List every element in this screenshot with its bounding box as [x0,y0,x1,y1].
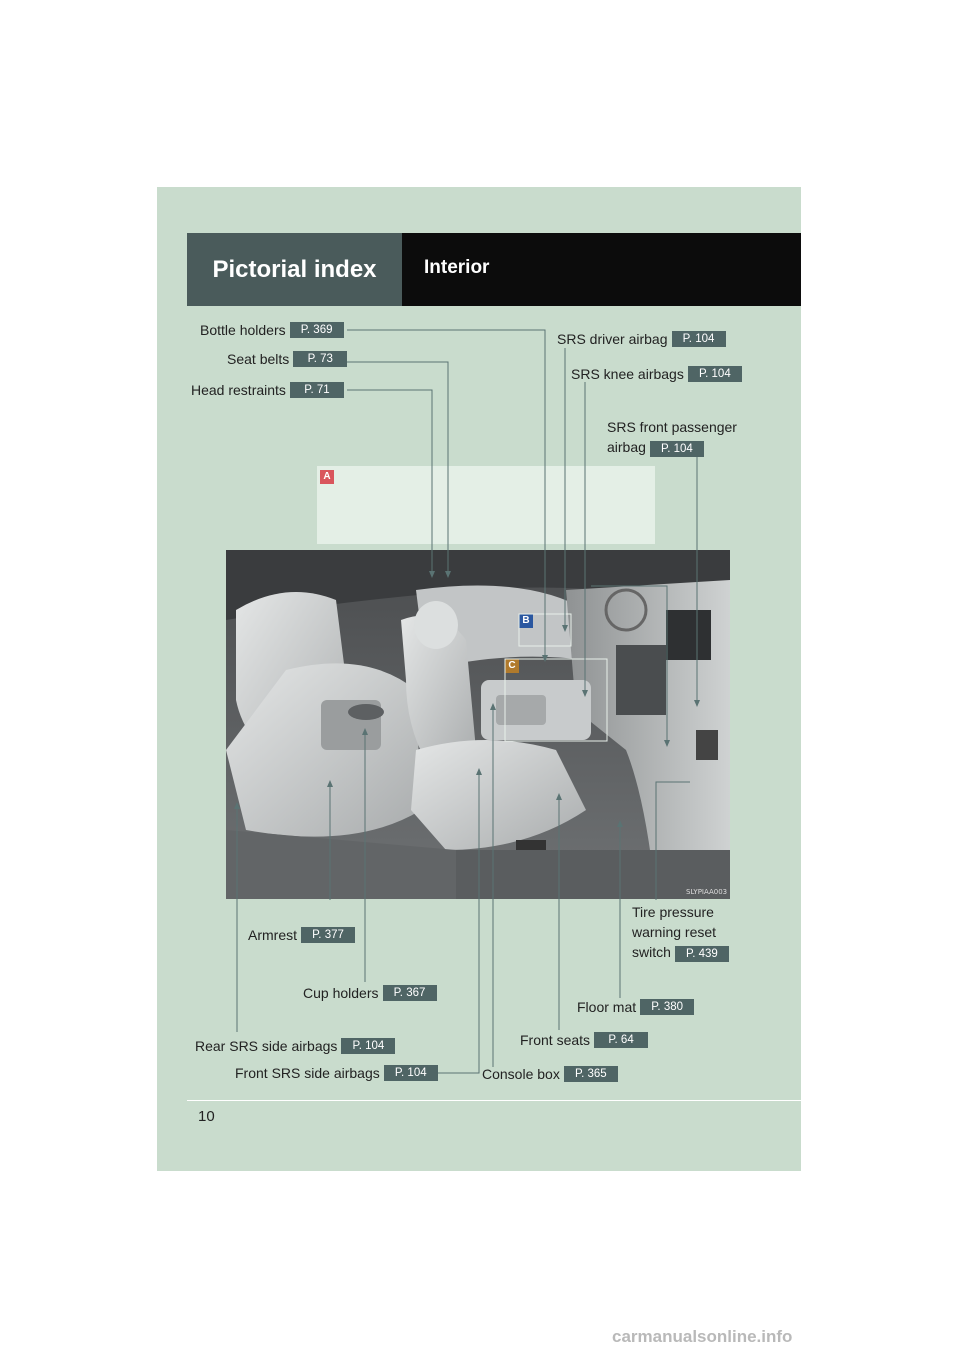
marker-a[interactable]: A [320,470,334,484]
callout-label-line [607,437,737,457]
callout-front-seats[interactable] [520,1032,648,1048]
callout-label: Head restraints [191,382,286,398]
callout-srs-front-passenger-airbag[interactable] [607,417,737,457]
page-ref-badge[interactable]: P. 367 [383,985,437,1001]
callout-label: airbag [607,439,646,455]
marker-c[interactable]: C [505,659,519,673]
callout-head-restraints[interactable] [191,382,344,398]
callout-label-line [632,942,729,962]
page-ref-badge[interactable]: P. 439 [675,946,729,962]
callout-label: SRS front passenger [607,419,737,435]
page-ref-badge[interactable]: P. 73 [293,351,347,367]
callout-label: Console box [482,1066,560,1082]
callout-label: Floor mat [577,999,637,1015]
callout-label: Rear SRS side airbags [195,1038,338,1054]
callout-label: Bottle holders [200,322,286,338]
callout-srs-driver-airbag[interactable] [557,331,726,347]
callout-label: Tire pressure [632,904,714,920]
interior-photo [226,550,730,899]
page-number: 10 [198,1108,215,1125]
callout-label: Front SRS side airbags [235,1065,380,1081]
page-ref-badge[interactable]: P. 380 [640,999,694,1015]
callout-label: warning reset [632,924,717,940]
callout-bottle-holders[interactable] [200,322,344,338]
callout-front-srs-side-airbags[interactable] [235,1065,438,1081]
page-ref-badge[interactable]: P. 365 [564,1066,618,1082]
watermark: carmanualsonline.info [612,1327,793,1346]
page-ref-badge[interactable]: P. 71 [290,382,344,398]
callout-label: Seat belts [227,351,290,367]
page-ref-badge[interactable]: P. 377 [301,927,355,943]
page-ref-badge[interactable]: P. 104 [341,1038,395,1054]
page-ref-badge[interactable]: P. 104 [672,331,726,347]
callout-tire-pressure-switch[interactable] [632,902,729,962]
callout-srs-knee-airbags[interactable] [571,366,742,382]
callout-cup-holders[interactable] [303,985,437,1001]
callout-armrest[interactable] [248,927,355,943]
callout-floor-mat[interactable] [577,999,694,1015]
overview-box-a [317,466,655,544]
page-ref-badge[interactable]: P. 369 [290,322,344,338]
callout-label: SRS driver airbag [557,331,668,347]
subsection-header [402,233,801,306]
section-title: Pictorial index [187,233,402,306]
callout-console-box[interactable] [482,1066,618,1082]
page-ref-badge[interactable]: P. 64 [594,1032,648,1048]
subsection-title: Interior [424,257,490,278]
page-ref-badge[interactable]: P. 104 [688,366,742,382]
callout-label: SRS knee airbags [571,366,684,382]
callout-seat-belts[interactable] [227,351,347,367]
page-ref-badge[interactable]: P. 104 [384,1065,438,1081]
callout-label: Armrest [248,927,297,943]
callout-label: Front seats [520,1032,591,1048]
callout-rear-srs-side-airbags[interactable] [195,1038,395,1054]
page-ref-badge[interactable]: P. 104 [650,441,704,457]
photo-code: SLYPIAA003 [686,888,728,896]
bottom-rule [187,1100,801,1101]
marker-b[interactable]: B [519,614,533,628]
callout-label: switch [632,944,671,960]
callout-label: Cup holders [303,985,379,1001]
